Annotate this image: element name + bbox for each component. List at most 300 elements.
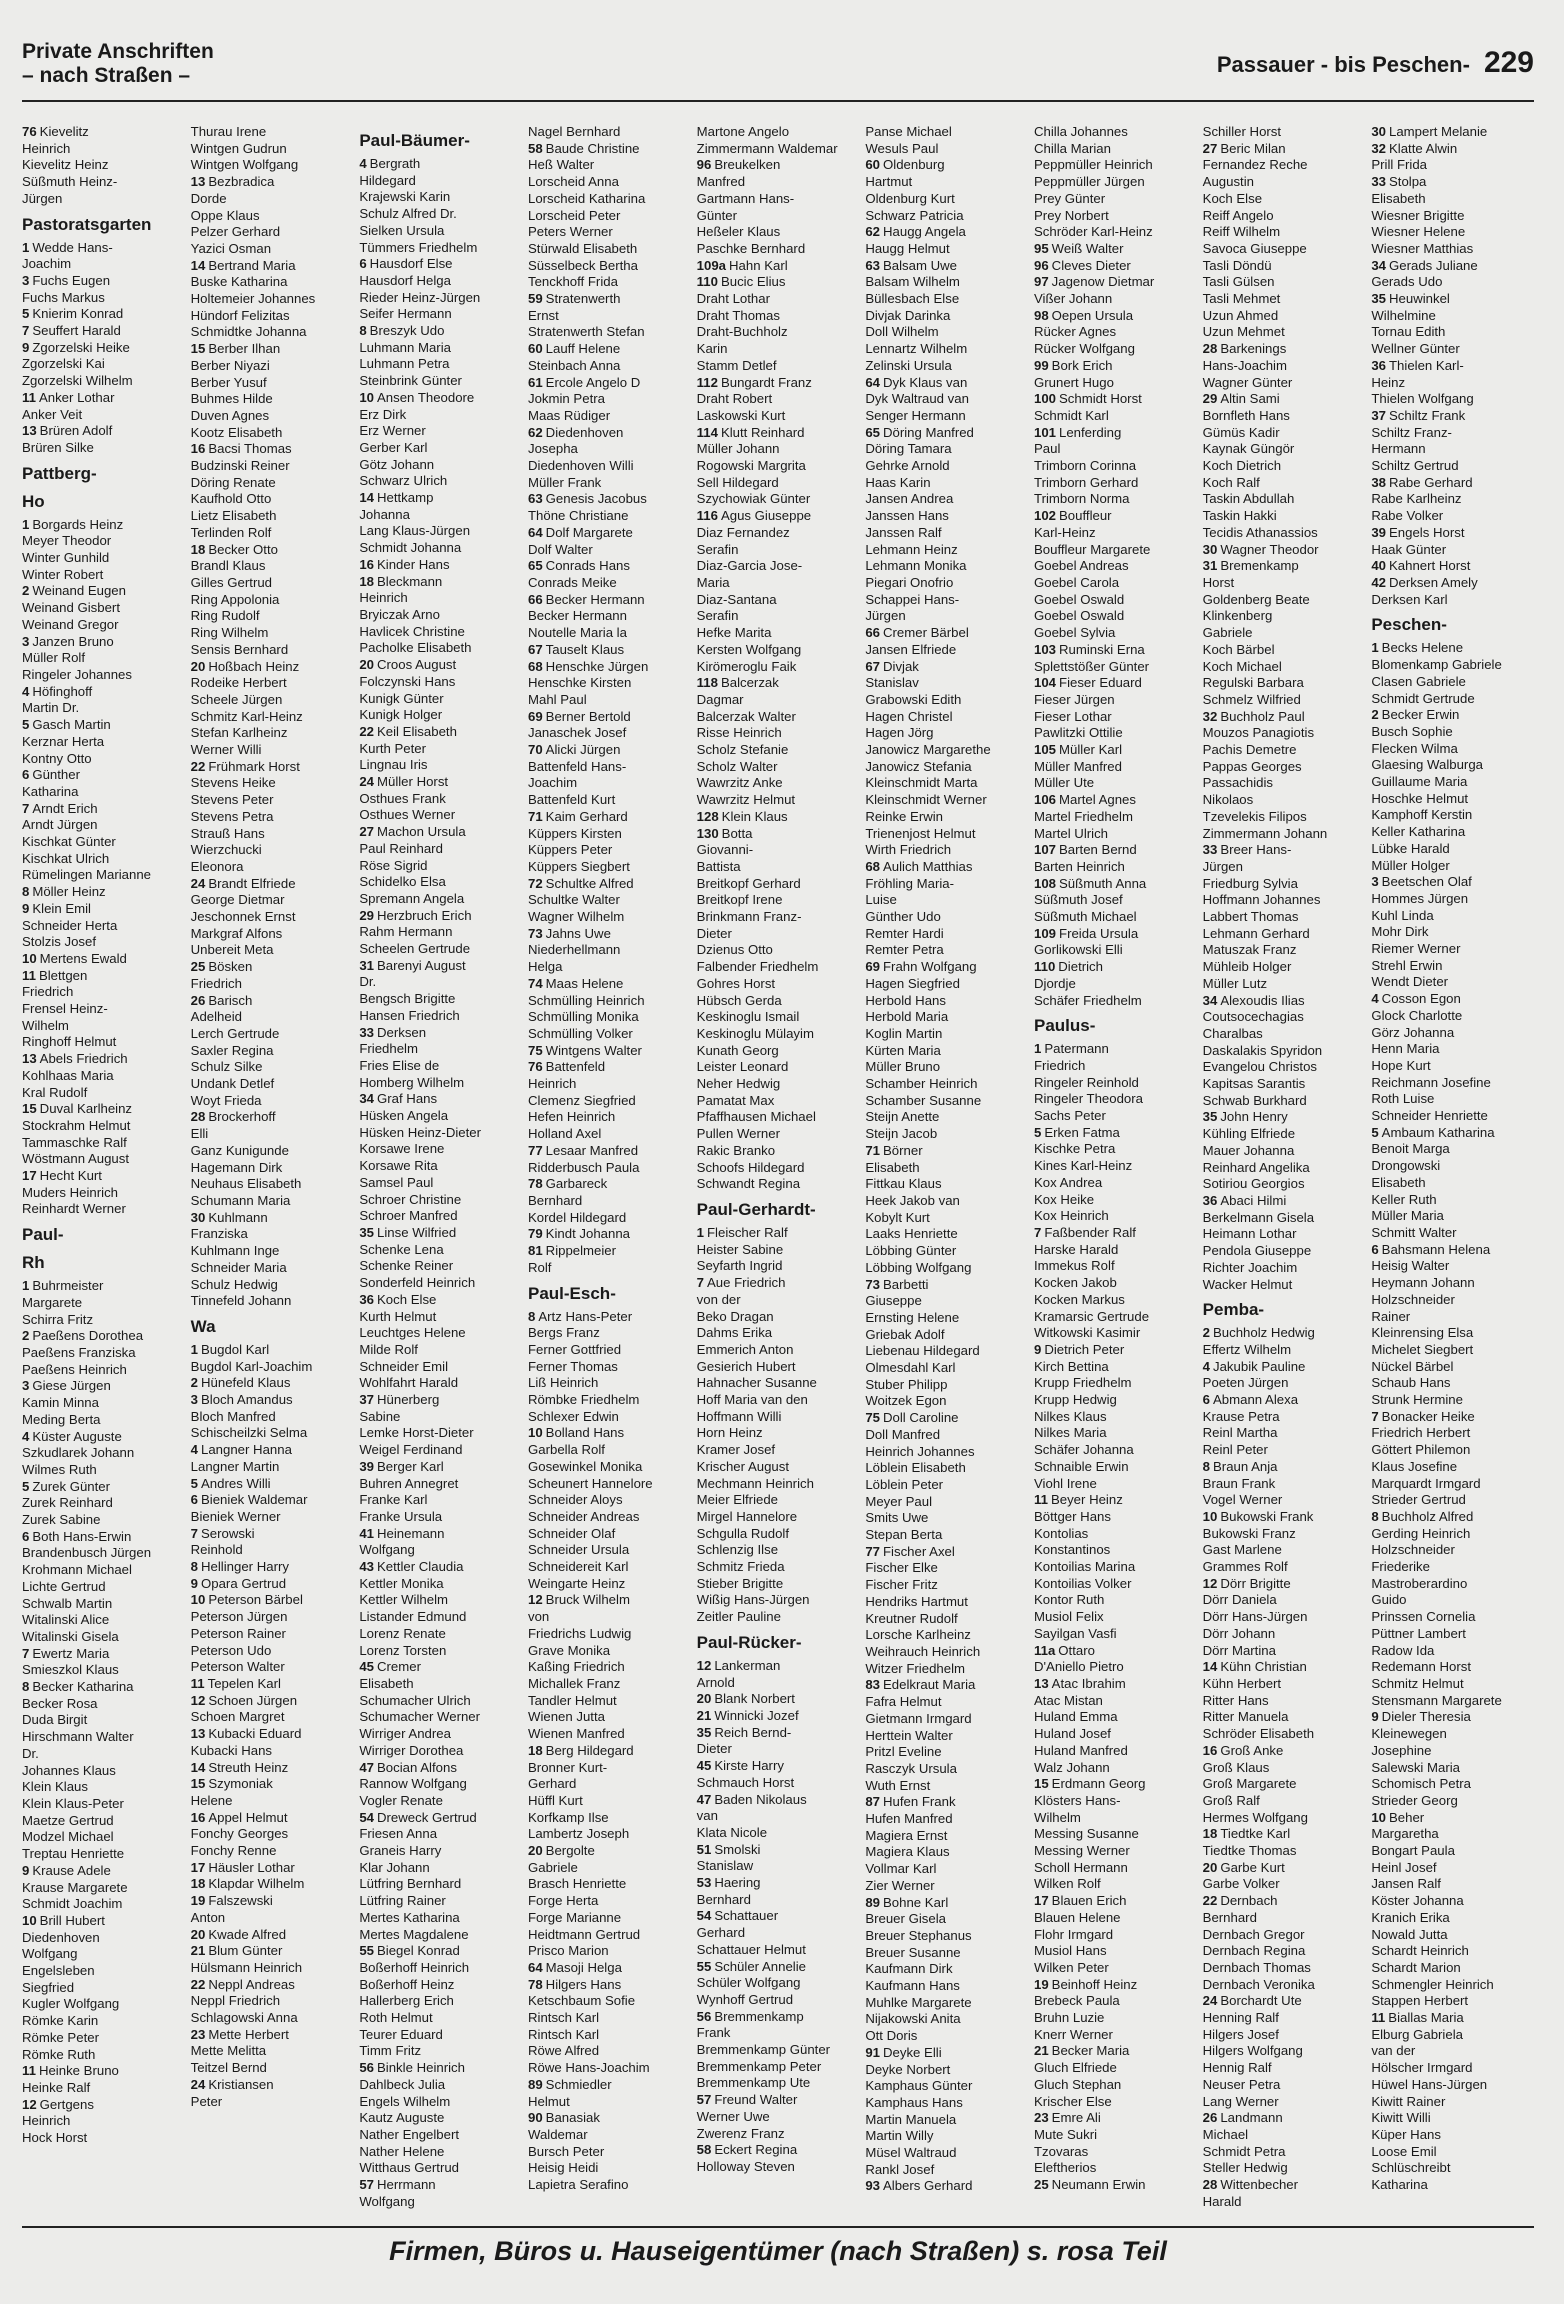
- resident-name: Schamber Heinrich: [865, 1076, 978, 1092]
- resident-name: Winter Gunhild: [22, 550, 110, 566]
- resident-name: Unbereit Meta: [190, 942, 274, 958]
- house-number: 28: [1202, 2177, 1218, 2193]
- resident-entry: [865, 1861, 1028, 1878]
- resident-entry: [22, 323, 185, 340]
- resident-entry: [359, 523, 522, 540]
- resident-name: Neppl Friedrich: [190, 1993, 281, 2009]
- resident-name: Biallas Maria: [1388, 2010, 1464, 2026]
- resident-entry: [1371, 291, 1534, 308]
- resident-entry: [1203, 425, 1366, 442]
- resident-entry: [359, 657, 522, 674]
- resident-name: Lenferding: [1059, 424, 1122, 440]
- resident-name: Stensmann Margarete: [1371, 1692, 1502, 1708]
- resident-name: Pamatat Max: [696, 1092, 775, 1108]
- resident-entry: [1203, 1709, 1366, 1726]
- resident-name: Neuser Petra: [1202, 2076, 1281, 2092]
- resident-name: Hausdorf Else: [369, 256, 453, 272]
- resident-name: Groß Ralf: [1202, 1792, 1260, 1808]
- resident-entry: [528, 1359, 691, 1376]
- resident-name: Ambaum Katharina: [1381, 1124, 1495, 1140]
- resident-name: Stanislav: [865, 675, 919, 691]
- resident-entry: [697, 926, 860, 943]
- resident-entry: [191, 709, 354, 726]
- resident-name: Maas Rüdiger: [528, 407, 611, 423]
- resident-name: Bengsch Brigitte: [359, 991, 456, 1007]
- resident-entry: [191, 1043, 354, 1060]
- resident-name: Sensis Bernhard: [190, 641, 289, 657]
- resident-name: Lennartz Wilhelm: [865, 341, 968, 357]
- resident-name: Balsam Uwe: [883, 257, 958, 273]
- resident-entry: [22, 1278, 185, 1295]
- resident-entry: [697, 1959, 860, 1976]
- resident-entry: [865, 558, 1028, 575]
- resident-name: Erz Werner: [359, 423, 426, 439]
- resident-name: Schmidt Karl: [1034, 407, 1109, 423]
- resident-name: Buske Katharina: [190, 274, 288, 290]
- resident-name: Berg Hildegard: [545, 1742, 634, 1758]
- resident-name: Heek Jakob van: [865, 1193, 960, 1208]
- resident-entry: [865, 1811, 1028, 1828]
- resident-entry: [1371, 2043, 1534, 2060]
- resident-entry: [22, 1445, 185, 1462]
- resident-entry: [1203, 1059, 1366, 1076]
- resident-name: Giuseppe: [865, 1293, 922, 1309]
- resident-entry: [1203, 1325, 1366, 1342]
- house-number: 4: [1202, 1358, 1210, 1374]
- resident-name: Scheelen Gertrude: [359, 941, 471, 957]
- resident-name: Immekus Rolf: [1034, 1258, 1115, 1274]
- resident-name: Hansen Friedrich: [359, 1007, 460, 1023]
- resident-name: Heimann Lothar: [1202, 1226, 1297, 1242]
- resident-name: Abmann Alexa: [1213, 1392, 1299, 1408]
- resident-entry: [528, 1943, 691, 1960]
- resident-entry: [1203, 1643, 1366, 1660]
- resident-entry: [359, 1309, 522, 1326]
- resident-name: Harald: [1202, 2193, 1242, 2209]
- resident-entry: [697, 2059, 860, 2076]
- resident-name: Giese Jürgen: [32, 1378, 111, 1394]
- resident-name: Wilken Peter: [1034, 1959, 1109, 1975]
- resident-name: Blum Günter: [208, 1943, 283, 1959]
- resident-name: Gerads Juliane: [1389, 257, 1478, 273]
- resident-entry: [22, 1729, 185, 1746]
- resident-entry: [1034, 1192, 1197, 1209]
- resident-entry: [1203, 475, 1366, 492]
- resident-entry: [1203, 659, 1366, 676]
- resident-entry: [22, 390, 185, 407]
- resident-name: Reinhold: [190, 1542, 243, 1558]
- resident-entry: [1371, 1576, 1534, 1593]
- resident-entry: [528, 842, 691, 859]
- house-number: 10: [22, 950, 37, 966]
- resident-name: Heidtmann Gertrud: [528, 1926, 641, 1942]
- resident-name: Goebel Sylvia: [1034, 625, 1116, 641]
- resident-entry: [528, 1509, 691, 1526]
- resident-entry: [865, 1293, 1028, 1310]
- resident-name: Heinrich: [22, 140, 71, 156]
- resident-name: Kindt Johanna: [545, 1226, 630, 1242]
- resident-name: Homberg Wilhelm: [359, 1074, 465, 1090]
- house-number: 22: [359, 723, 374, 739]
- resident-name: Bernhard: [696, 1891, 751, 1907]
- resident-name: Milde Rolf: [359, 1341, 418, 1357]
- resident-name: Yazici Osman: [190, 240, 272, 256]
- resident-entry: [359, 373, 522, 390]
- resident-entry: [1203, 892, 1366, 909]
- resident-entry: [1034, 1960, 1197, 1977]
- house-number: 3: [22, 633, 30, 649]
- resident-name: Hoffmann Johannes: [1202, 892, 1321, 908]
- resident-entry: [865, 191, 1028, 208]
- resident-name: Schappei Hans-: [865, 591, 960, 607]
- resident-entry: [22, 1412, 185, 1429]
- resident-name: Keller Ruth: [1371, 1191, 1437, 1207]
- resident-name: Schumacher Ulrich: [359, 1692, 471, 1708]
- resident-entry: [865, 2011, 1028, 2028]
- resident-entry: [1203, 1009, 1366, 1026]
- resident-entry: [1034, 208, 1197, 225]
- house-number: 62: [528, 424, 543, 440]
- resident-entry: [359, 908, 522, 925]
- resident-entry: [22, 2030, 185, 2047]
- resident-name: Panse Michael: [865, 124, 952, 139]
- resident-name: Schneider Aloys: [528, 1492, 623, 1508]
- resident-name: Brockerhoff: [208, 1109, 276, 1125]
- resident-entry: [359, 1392, 522, 1409]
- resident-name: Schgulla Rudolf: [696, 1525, 790, 1541]
- resident-name: Margarete: [22, 1294, 83, 1310]
- resident-name: Müller Karl: [1059, 742, 1123, 758]
- resident-name: Buchholz Hedwig: [1213, 1325, 1315, 1341]
- house-number: 19: [1034, 1976, 1049, 1992]
- resident-entry: [1371, 1175, 1534, 1192]
- resident-entry: [191, 1893, 354, 1910]
- house-number: 8: [1371, 1508, 1379, 1524]
- resident-entry: [1034, 124, 1197, 141]
- resident-entry: [528, 542, 691, 559]
- house-number: 11a: [1034, 1642, 1056, 1658]
- resident-entry: [528, 1626, 691, 1643]
- resident-entry: [1203, 1626, 1366, 1643]
- resident-entry: [191, 1676, 354, 1693]
- house-number: 9: [22, 1862, 30, 1878]
- resident-entry: [865, 1694, 1028, 1711]
- resident-name: Schirra Fritz: [22, 1311, 94, 1327]
- resident-entry: [1034, 1058, 1197, 1075]
- resident-entry: [22, 290, 185, 307]
- resident-entry: [1371, 408, 1534, 425]
- resident-entry: [865, 1360, 1028, 1377]
- resident-name: Schneider Ursula: [528, 1542, 630, 1558]
- resident-entry: [865, 1460, 1028, 1477]
- house-number: 112: [696, 374, 718, 390]
- resident-name: Remter Petra: [865, 942, 944, 958]
- resident-name: Josepha: [528, 441, 578, 457]
- page-footer: [22, 2226, 1534, 2274]
- house-number: 41: [359, 1525, 374, 1541]
- resident-name: Wohlfahrt Harald: [359, 1375, 459, 1391]
- house-number: 4: [22, 1428, 30, 1444]
- resident-entry: [1034, 1609, 1197, 1626]
- resident-entry: [1034, 1910, 1197, 1927]
- resident-name: Schumacher Werner: [359, 1709, 481, 1725]
- resident-entry: [359, 240, 522, 257]
- house-number: 114: [696, 424, 718, 440]
- resident-entry: [528, 1309, 691, 1326]
- resident-name: Kocken Jakob: [1034, 1275, 1117, 1291]
- resident-name: Gertgens: [39, 2096, 94, 2112]
- resident-entry: [697, 2092, 860, 2109]
- resident-entry: [191, 1176, 354, 1193]
- house-number: 5: [1371, 1124, 1379, 1140]
- resident-name: Augustin: [1202, 174, 1254, 190]
- resident-entry: [1034, 892, 1197, 909]
- resident-entry: [1034, 1409, 1197, 1426]
- resident-entry: [359, 1876, 522, 1893]
- resident-entry: [1203, 241, 1366, 258]
- resident-name: Heinl Josef: [1371, 1859, 1437, 1875]
- resident-entry: [1371, 1108, 1534, 1125]
- resident-name: Rücker Wolfgang: [1034, 341, 1135, 357]
- resident-entry: [359, 791, 522, 808]
- resident-entry: [1034, 775, 1197, 792]
- resident-entry: [191, 324, 354, 341]
- resident-name: Hellinger Harry: [201, 1559, 289, 1575]
- resident-name: Breuer Gisela: [865, 1911, 946, 1927]
- resident-entry: [191, 508, 354, 525]
- resident-entry: [191, 926, 354, 943]
- resident-name: Bugdol Karl: [201, 1341, 270, 1357]
- resident-entry: [1034, 826, 1197, 843]
- resident-name: Duda Birgit: [22, 1712, 88, 1728]
- resident-entry: [1034, 2010, 1197, 2027]
- directory-column: [528, 124, 691, 2210]
- resident-name: Nikolaos: [1202, 792, 1254, 808]
- resident-name: Herzbruch Erich: [377, 907, 472, 923]
- resident-name: Thielen Karl-: [1389, 357, 1464, 373]
- house-number: 98: [1034, 307, 1049, 323]
- resident-name: Hünefeld Klaus: [201, 1375, 291, 1391]
- resident-entry: [865, 2178, 1028, 2195]
- resident-name: Olmesdahl Karl: [865, 1360, 956, 1376]
- resident-name: Erdmann Georg: [1051, 1776, 1146, 1792]
- resident-name: Linse Wilfried: [377, 1225, 457, 1240]
- house-number: 96: [1034, 257, 1049, 273]
- house-number: 32: [1202, 708, 1218, 724]
- resident-entry: [1034, 542, 1197, 559]
- resident-name: Hoschke Helmut: [1371, 790, 1469, 806]
- resident-entry: [1203, 792, 1366, 809]
- resident-name: Tiedtke Karl: [1220, 1826, 1291, 1842]
- page-number: 229: [1483, 46, 1534, 79]
- resident-entry: [191, 725, 354, 742]
- resident-name: Friederike: [1371, 1559, 1430, 1575]
- resident-name: Adelheid: [190, 1009, 242, 1025]
- resident-name: Wesuls Paul: [865, 140, 939, 156]
- resident-entry: [359, 340, 522, 357]
- resident-name: Stieber Brigitte: [696, 1575, 784, 1591]
- house-number: 13: [1034, 1675, 1049, 1691]
- resident-entry: [359, 841, 522, 858]
- resident-entry: [865, 575, 1028, 592]
- resident-entry: [697, 909, 860, 926]
- resident-name: Matuszak Franz: [1202, 942, 1297, 958]
- house-number: 36: [359, 1291, 374, 1307]
- resident-name: Patermann: [1044, 1041, 1109, 1057]
- resident-entry: [697, 1258, 860, 1275]
- resident-name: Conrads Meike: [528, 574, 617, 590]
- resident-entry: [1371, 358, 1534, 375]
- resident-entry: [528, 1043, 691, 1060]
- resident-entry: [1371, 707, 1534, 724]
- resident-name: Opara Gertrud: [201, 1575, 287, 1591]
- resident-entry: [697, 1176, 860, 1193]
- resident-name: Blauen Helene: [1034, 1909, 1121, 1925]
- resident-entry: [359, 2177, 522, 2194]
- resident-entry: [1371, 1927, 1534, 1944]
- resident-name: Battenfeld Kurt: [528, 792, 616, 808]
- resident-entry: [865, 1477, 1028, 1494]
- resident-entry: [1034, 575, 1197, 592]
- resident-name: Schamber Susanne: [865, 1092, 982, 1108]
- house-number: 38: [1371, 474, 1386, 490]
- resident-entry: [22, 1512, 185, 1529]
- resident-entry: [22, 1345, 185, 1362]
- resident-name: Kievelitz Heinz: [22, 157, 109, 173]
- resident-name: Mohr Dirk: [1371, 924, 1429, 940]
- resident-name: Kocken Markus: [1034, 1291, 1125, 1307]
- resident-entry: [191, 909, 354, 926]
- resident-entry: [1203, 1693, 1366, 1710]
- resident-entry: [359, 490, 522, 507]
- resident-name: Lauff Helene: [545, 341, 621, 357]
- resident-name: Karl-Heinz: [1034, 524, 1096, 540]
- resident-name: Reiff Wilhelm: [1202, 224, 1281, 240]
- resident-entry: [528, 558, 691, 575]
- resident-name: Freund Walter: [714, 2092, 798, 2108]
- resident-name: Blank Norbert: [714, 1691, 795, 1707]
- resident-entry: [1034, 1592, 1197, 1609]
- resident-name: Rücker Agnes: [1034, 324, 1117, 340]
- resident-entry: [865, 1427, 1028, 1444]
- resident-name: Kunigk Holger: [359, 707, 443, 723]
- resident-entry: [1034, 1325, 1197, 1342]
- resident-name: Jürgen: [22, 190, 63, 206]
- house-number: 36: [1202, 1193, 1218, 1208]
- resident-name: Kettler Wilhelm: [359, 1592, 448, 1608]
- resident-name: Graneis Harry: [359, 1843, 442, 1859]
- resident-entry: [1034, 358, 1197, 375]
- resident-name: Dieler Theresia: [1381, 1709, 1471, 1725]
- resident-name: Becker Erwin: [1381, 707, 1460, 723]
- resident-entry: [191, 1659, 354, 1676]
- resident-name: Rabe Gerhard: [1389, 474, 1473, 490]
- resident-name: Kersten Wolfgang: [696, 641, 802, 657]
- resident-name: Weinand Gisbert: [22, 600, 120, 616]
- resident-name: Heinke Ralf: [22, 2079, 91, 2095]
- resident-name: Flohr Irmgard: [1034, 1926, 1114, 1942]
- resident-entry: [1203, 1943, 1366, 1960]
- resident-entry: [359, 223, 522, 240]
- resident-entry: [191, 759, 354, 776]
- resident-entry: [1371, 1075, 1534, 1092]
- resident-name: Kox Heinrich: [1034, 1208, 1109, 1224]
- resident-entry: [22, 1395, 185, 1412]
- resident-entry: [1371, 2010, 1534, 2027]
- resident-name: Steinbrink Günter: [359, 373, 462, 389]
- resident-name: Helene: [190, 1792, 233, 1808]
- resident-entry: [359, 2110, 522, 2127]
- resident-entry: [1371, 1743, 1534, 1760]
- resident-entry: [865, 1510, 1028, 1527]
- resident-name: van der: [1371, 2043, 1416, 2059]
- resident-entry: [697, 1792, 860, 1809]
- resident-name: Oepen Ursula: [1051, 307, 1134, 323]
- resident-name: Undank Detlef: [190, 1076, 275, 1092]
- resident-entry: [1203, 1210, 1366, 1227]
- resident-name: Schmitt Walter: [1371, 1225, 1457, 1240]
- resident-entry: [697, 876, 860, 893]
- resident-name: Gehrke Arnold: [865, 458, 950, 474]
- resident-entry: [1371, 1810, 1534, 1827]
- resident-entry: [359, 1743, 522, 1760]
- resident-name: Berber Yusuf: [190, 374, 267, 390]
- resident-name: Müller Johann: [696, 441, 780, 457]
- resident-name: Römbke Friedhelm: [528, 1392, 640, 1408]
- resident-name: Lampert Melanie: [1389, 124, 1488, 139]
- resident-name: Heinrich: [359, 590, 408, 606]
- house-number: 75: [528, 1042, 543, 1058]
- resident-name: Doll Manfred: [865, 1426, 941, 1442]
- resident-entry: [528, 1826, 691, 1843]
- resident-entry: [528, 1609, 691, 1626]
- resident-entry: [1203, 1425, 1366, 1442]
- resident-entry: [528, 2077, 691, 2094]
- resident-entry: [697, 1708, 860, 1725]
- resident-name: Diedenhoven: [545, 424, 624, 440]
- resident-entry: [865, 1193, 1028, 1210]
- resident-entry: [865, 1895, 1028, 1912]
- resident-name: Cleves Dieter: [1051, 257, 1131, 273]
- resident-entry: [697, 2159, 860, 2176]
- resident-name: Krischer August: [696, 1458, 790, 1474]
- resident-name: Wolfgang: [359, 2193, 415, 2209]
- resident-entry: [359, 874, 522, 891]
- resident-entry: [697, 324, 860, 341]
- resident-entry: [1034, 976, 1197, 993]
- resident-name: Divjak Darinka: [865, 307, 951, 323]
- resident-name: Fittkau Klaus: [865, 1176, 942, 1192]
- resident-entry: [1371, 191, 1534, 208]
- resident-name: Prill Frida: [1371, 157, 1428, 173]
- resident-entry: [865, 2062, 1028, 2079]
- house-number: 104: [1034, 675, 1057, 691]
- resident-name: Schmitz Karl-Heinz: [190, 708, 303, 724]
- resident-entry: [1034, 2127, 1197, 2144]
- house-number: 3: [1371, 874, 1379, 890]
- resident-name: Griebak Adolf: [865, 1326, 945, 1342]
- resident-entry: [1203, 1960, 1366, 1977]
- resident-entry: [1371, 1409, 1534, 1426]
- resident-entry: [697, 341, 860, 358]
- resident-name: Kubacki Eduard: [208, 1726, 302, 1742]
- resident-entry: [528, 1860, 691, 1877]
- resident-entry: [191, 491, 354, 508]
- resident-name: Koglin Martin: [865, 1025, 943, 1041]
- resident-entry: [1203, 1260, 1366, 1277]
- resident-name: Henschke Kirsten: [528, 675, 632, 691]
- resident-name: Krohmann Michael: [22, 1562, 132, 1578]
